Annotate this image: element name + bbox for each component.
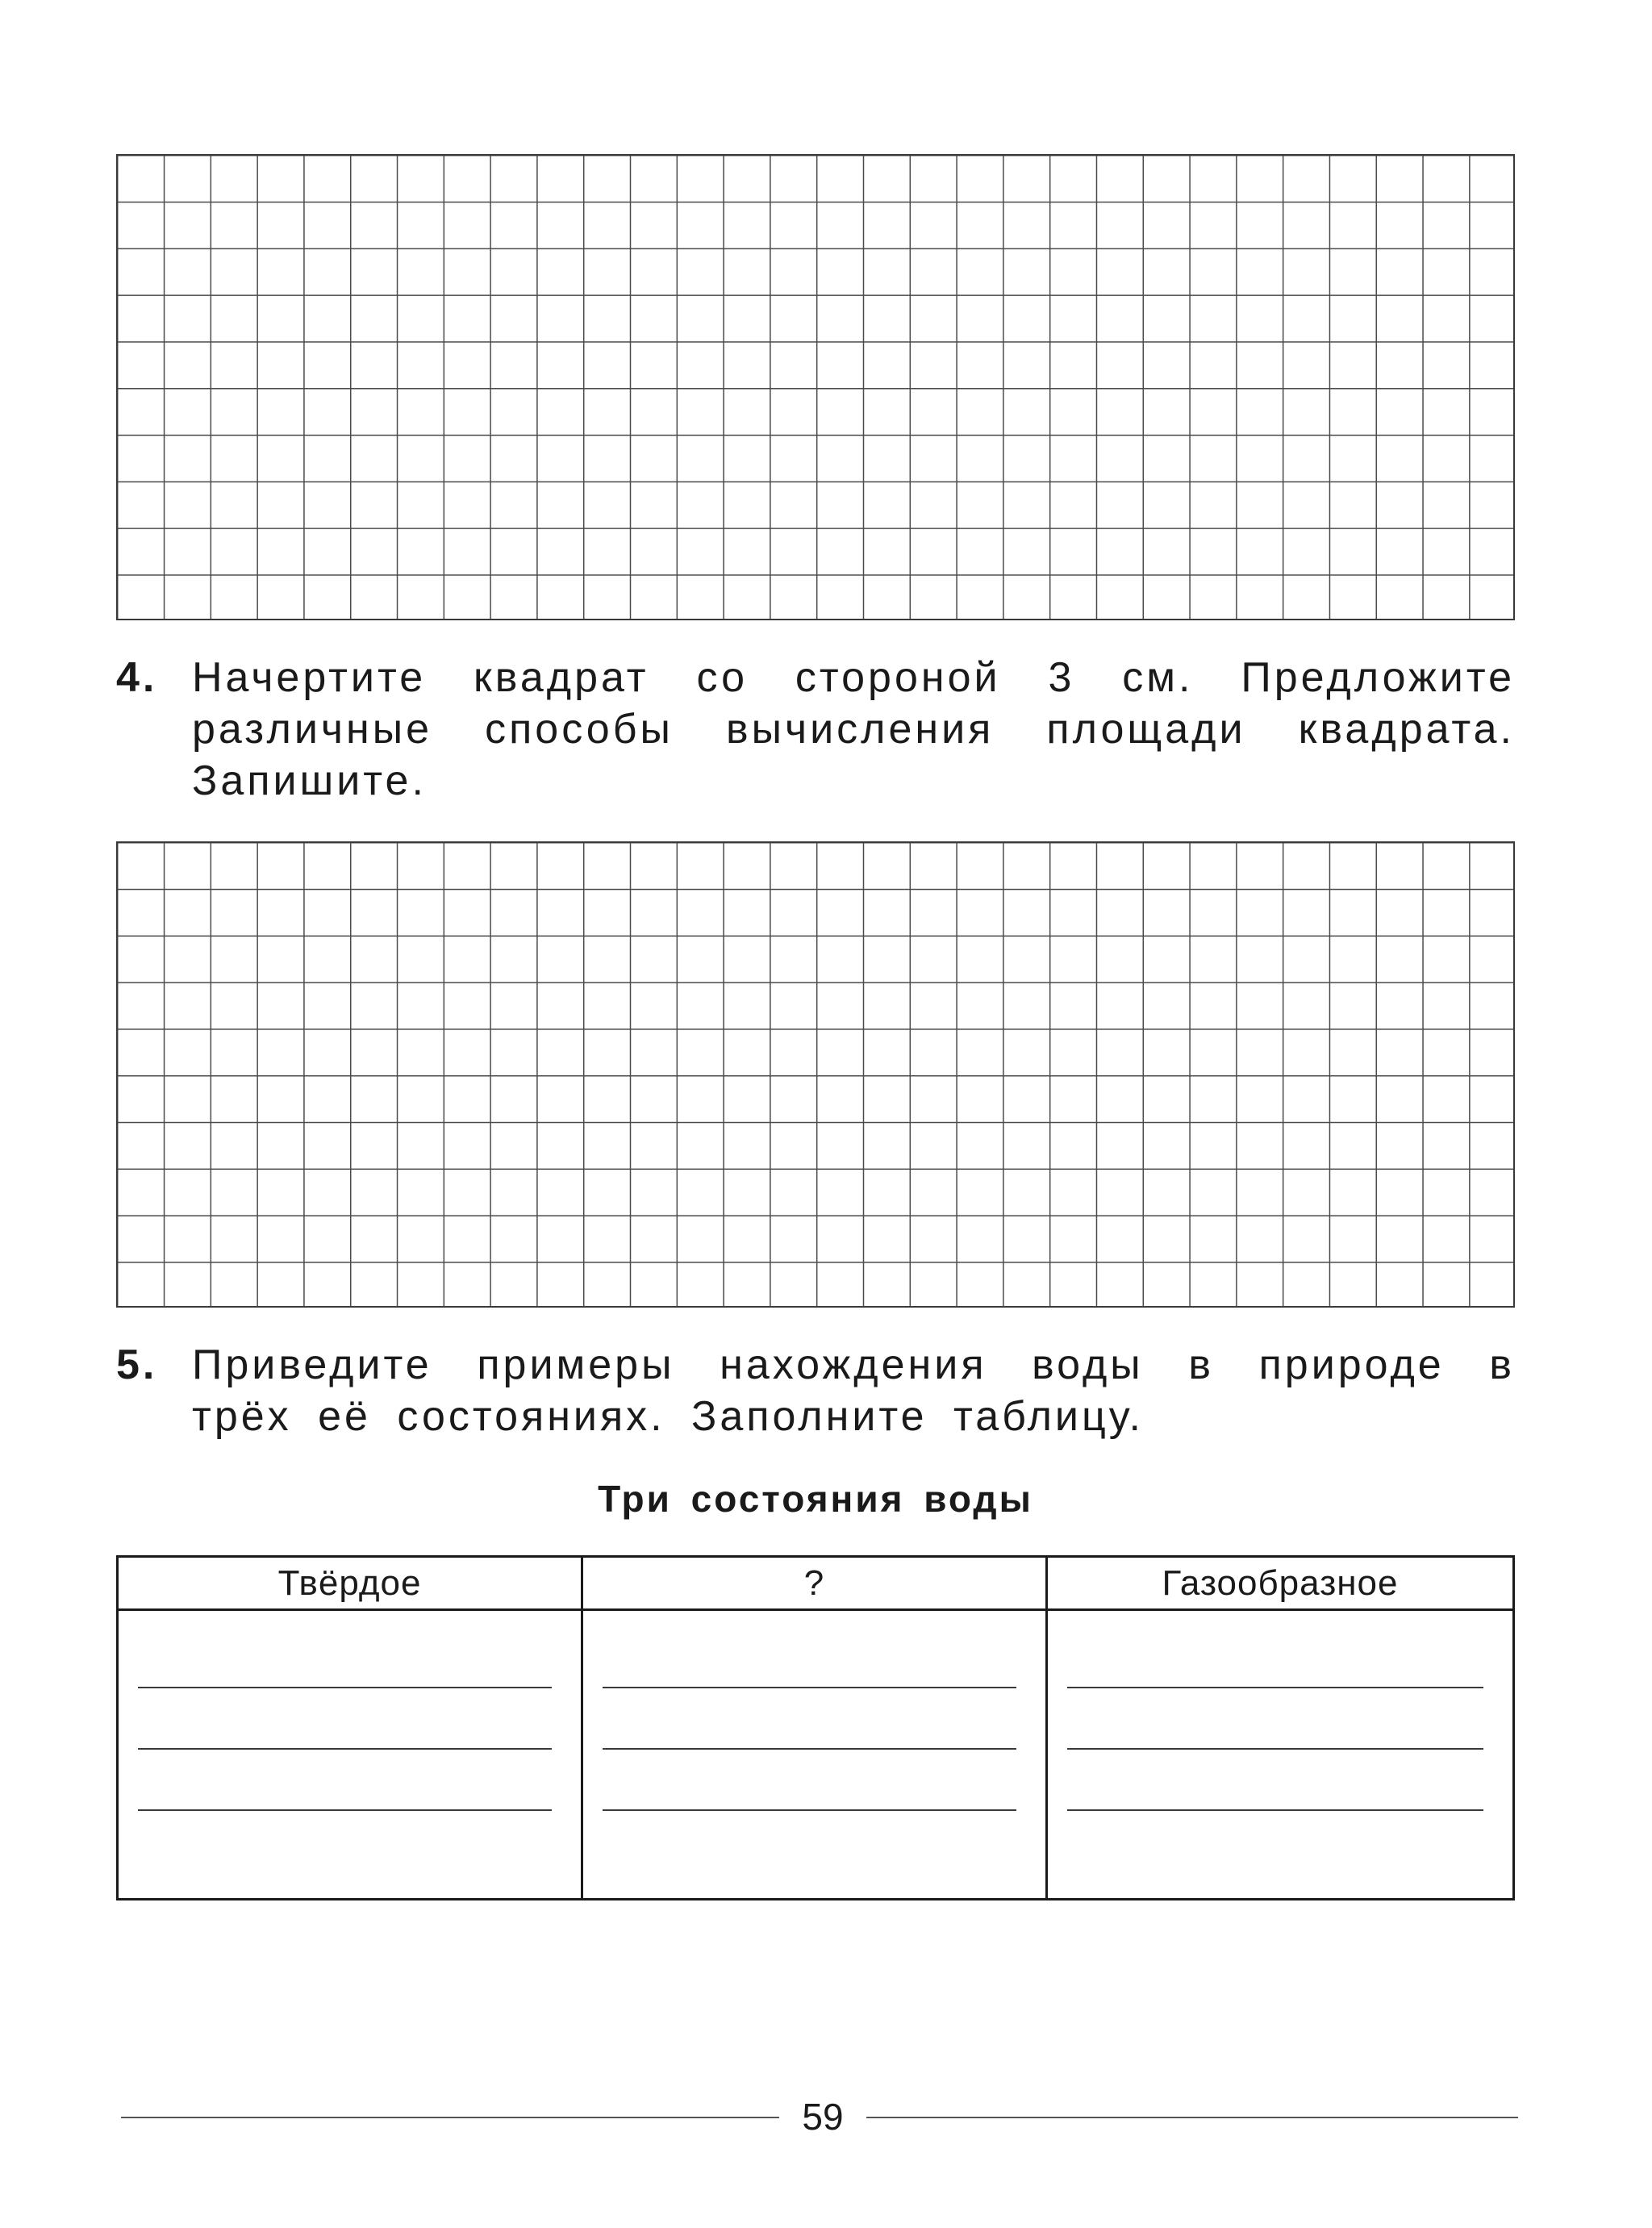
table-cell-unknown[interactable] [583,1611,1048,1898]
page-number: 59 [802,2096,844,2138]
table-cell-gaseous[interactable] [1048,1611,1512,1898]
table-title: Три состояния воды [598,1478,1033,1520]
answer-line[interactable] [138,1748,552,1750]
table-cell-solid[interactable] [119,1611,583,1898]
table-header-gaseous: Газообразное [1048,1558,1512,1611]
answer-line[interactable] [603,1748,1016,1750]
answer-line[interactable] [603,1809,1016,1811]
task-4 [116,652,1515,807]
footer-divider-right [866,2117,1518,2118]
footer-divider-left [121,2117,779,2118]
task-5-text: Приведите примеры нахождения воды в природе в трёх её состояниях. Заполните таблицу. [192,1341,1515,1440]
answer-line[interactable] [1067,1748,1483,1750]
answer-line[interactable] [603,1687,1016,1688]
table-header-solid: Твёрдое [119,1558,583,1611]
task-5 [116,1339,1515,1442]
answer-line[interactable] [138,1687,552,1688]
answer-line[interactable] [138,1809,552,1811]
task-4-text: Начертите квадрат со стороной 3 см. Предложите различные способы вычисления площади квадрата. Запишите. [192,654,1515,804]
table-header-unknown: ? [583,1558,1048,1611]
graph-paper-grid-top[interactable] [116,154,1515,620]
answer-line[interactable] [1067,1687,1483,1688]
graph-paper-grid-middle[interactable] [116,841,1515,1308]
water-states-table [116,1555,1515,1900]
task-5-number: 5. [116,1341,158,1388]
task-4-number: 4. [116,654,158,701]
answer-line[interactable] [1067,1809,1483,1811]
